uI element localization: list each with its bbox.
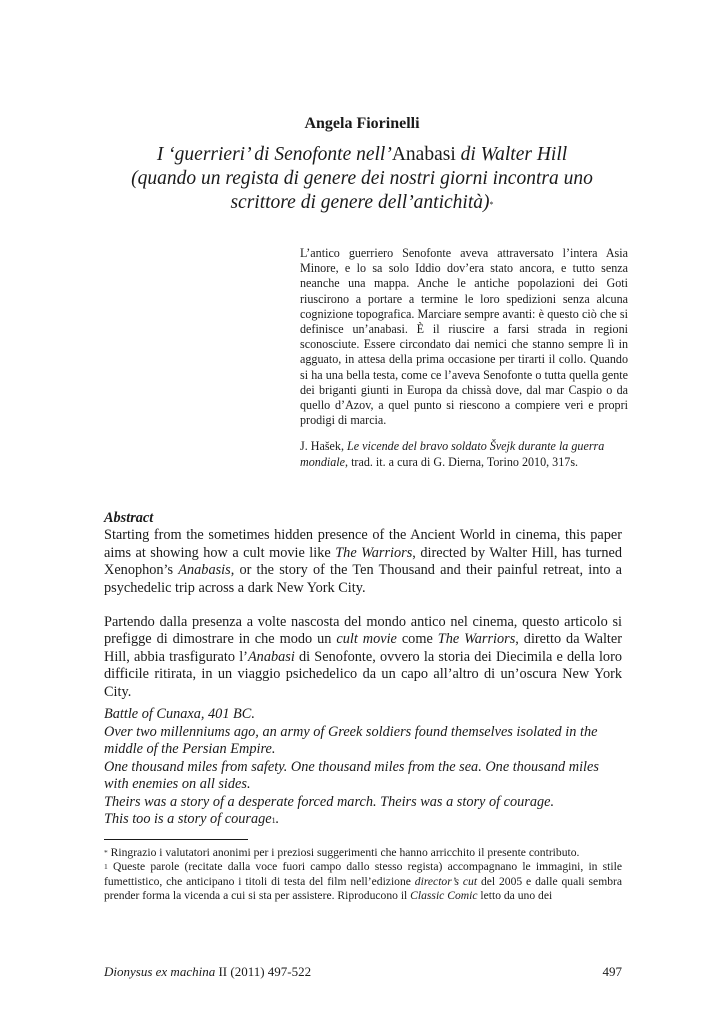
quote-line-5-end: .	[275, 811, 280, 827]
quote-line-3: One thousand miles from safety. One thousand miles from the sea. One thousand miles with enemies on all sides.	[104, 758, 599, 792]
abstract-section	[104, 510, 622, 701]
journal-volume: II (2011) 497-522	[215, 964, 312, 979]
abstract-en-1: Starting from the sometimes hidden presence of the Ancient World in cinema, this paper aims at showing how a cult movie like	[104, 527, 622, 561]
title-part-2: di Walter Hill	[455, 144, 568, 165]
quote-footnote-mark: 1	[271, 816, 276, 825]
journal-name: Dionysus ex machina	[104, 964, 216, 979]
footnote-1-classic-comic: Classic Comic	[410, 889, 478, 903]
quote-line-4: Theirs was a story of a desperate forced march. Theirs was a story of courage.	[104, 793, 555, 810]
epigraph	[300, 246, 628, 470]
title-line-2: (quando un regista di genere dei nostri giorni incontra uno	[131, 168, 593, 189]
footnote-1-c: letto da uno dei	[477, 889, 553, 903]
abstract-it-title: The Warriors	[437, 631, 516, 648]
abstract-it-3: , diretto da Walter Hill, abbia trasfigurato l’	[104, 631, 622, 665]
title-line-3: scrittore di genere dell’antichità)	[230, 192, 490, 213]
epigraph-reference	[300, 439, 628, 469]
abstract-en-work: Anabasis	[178, 562, 231, 579]
abstract-en-3: , or the story of the Ten Thousand and their painful retreat, into a psychedelic trip across a dark New York City.	[104, 562, 623, 596]
article-title	[90, 143, 634, 215]
footnote-star-mark: *	[104, 848, 108, 857]
abstract-en-2: , directed by Walter Hill, has turned Xenophon’s	[104, 544, 622, 579]
abstract-english	[104, 527, 622, 597]
abstract-en-title: The Warriors	[335, 544, 413, 561]
quote-line-2: Over two millenniums ago, an army of Greek soldiers found themselves isolated in the middle of the Persian Empire.	[104, 723, 598, 757]
footnote-1-directors-cut: director’s cut	[414, 874, 478, 888]
author-name: Angela Fiorinelli	[304, 115, 420, 132]
quote-line-5	[104, 811, 622, 829]
title-work: Anabasi	[391, 144, 456, 165]
abstract-it-work: Anabasi	[247, 648, 295, 665]
epigraph-ref-title: Le vicende del bravo soldato Švejk durante la guerra mondiale	[300, 439, 605, 469]
epigraph-ref-rest: , trad. it. a cura di G. Dierna, Torino 2010, 317s.	[345, 454, 579, 469]
footnote-separator	[104, 839, 248, 840]
quote-line-1: Battle of Cunaxa, 401 BC.	[104, 706, 255, 722]
opening-quote	[104, 706, 622, 829]
footnote-1-mark: 1	[104, 862, 108, 872]
abstract-it-1: Partendo dalla presenza a volte nascosta del mondo antico nel cinema, questo articolo si prefigge di dimostrare in che modo un	[104, 614, 622, 648]
abstract-it-cult: cult movie	[336, 631, 397, 648]
abstract-italian	[104, 614, 622, 701]
abstract-it-2: come	[396, 631, 438, 648]
footnote-1-a: Queste parole (recitate dalla voce fuori campo dallo stesso regista) accompagnano le immagini, in stile fumettistico, che anticipano i titoli di testa del film nell’edizione	[104, 860, 622, 888]
footnote-1	[104, 860, 622, 903]
page-number: 497	[602, 964, 622, 979]
footnote-star	[104, 846, 622, 860]
footnote-1-b: del 2005 e dalle quali sembra prender forma la vicenda a cui si sta per assistere. Riproducono il	[104, 874, 623, 903]
title-part-1: I ‘guerrieri’ di Senofonte nell’	[156, 144, 392, 165]
quote-line-5-text: This too is a story of courage	[104, 811, 272, 827]
footnotes	[104, 846, 622, 904]
page-footer	[104, 964, 622, 980]
footnote-star-text: Ringrazio i valutatori anonimi per i preziosi suggerimenti che hanno arricchito il presente contributo.	[107, 846, 580, 859]
abstract-it-4: di Senofonte, ovvero la storia dei Diecimila e della loro difficile ritirata, in un viaggio psichedelico da un capo all’altro di un’oscura New York City.	[104, 648, 622, 700]
epigraph-ref-author: J. Hašek,	[300, 439, 348, 454]
title-footnote-mark: *	[489, 200, 494, 209]
abstract-heading: Abstract	[104, 510, 154, 526]
epigraph-text: L’antico guerriero Senofonte aveva attraversato l’intera Asia Minore, e lo sa solo Iddio dov’era stato ancora, e tutto senza neanche una mappa. Anche le antiche popolazioni dei Goti riuscirono a portare a termine le loro spedizioni senza alcuna cognizione topografica. Marciare sempre avanti: è questo ciò che si definisce un’anabasi. È il riuscire a farsi strada in regioni sconosciute. Essere circondato dai nemici che stanno sempre lì in agguato, in attesa della prima occasione per tirarti il collo. Quando si ha una bella testa, come ce l’aveva Senofonte o tutta quella gente dei briganti giunti in Europa da chissà dove, dal mar Caspio o da quello d’Azov, a quel punto si riescono a compiere veri e propri prodigi di marcia.	[300, 246, 628, 428]
